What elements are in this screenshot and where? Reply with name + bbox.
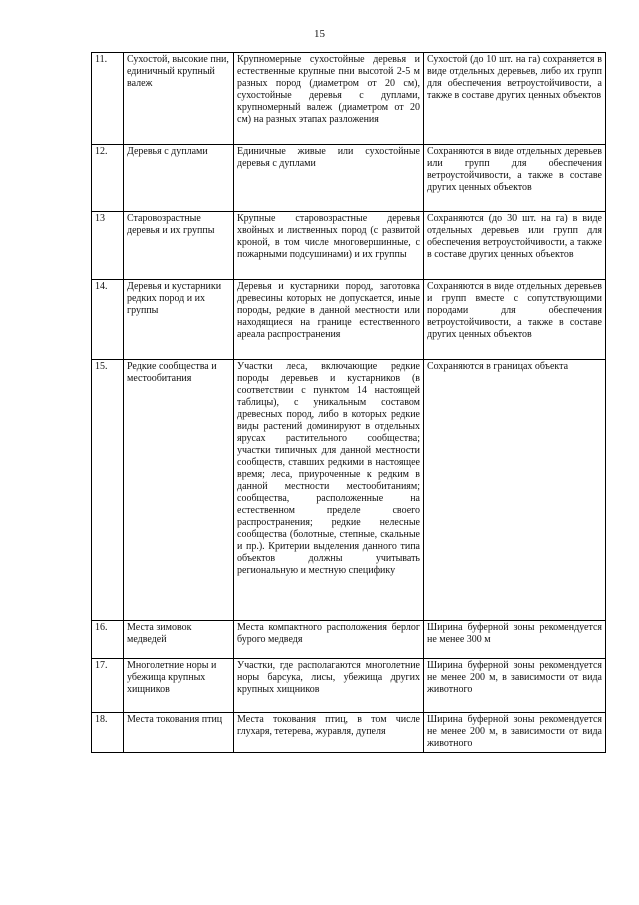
object-name: Места зимовок медведей	[124, 621, 234, 659]
object-name: Сухостой, высокие пни, единичный крупный валеж	[124, 53, 234, 145]
preservation-measures: Сохраняются в виде отдельных деревьев или групп для обеспечения ветроустойчивости, а также в составе других ценных объектов	[424, 145, 606, 212]
object-name: Деревья с дуплами	[124, 145, 234, 212]
preservation-measures: Сохраняются (до 30 шт. на га) в виде отдельных деревьев или групп для обеспечения ветроустойчивости, а также в составе других ценных объектов	[424, 212, 606, 280]
object-name: Места токования птиц	[124, 713, 234, 753]
object-name: Старовозрастные деревья и их группы	[124, 212, 234, 280]
object-name: Деревья и кустарники редких пород и их группы	[124, 280, 234, 360]
object-description: Деревья и кустарники пород, заготовка древесины которых не допускается, иные породы, редкие в данной местности или находящиеся на границе естественного ареала распространения	[234, 280, 424, 360]
table-row	[92, 145, 606, 212]
valuable-objects-table	[91, 52, 606, 753]
row-number: 17.	[92, 659, 124, 713]
object-description: Места токования птиц, в том числе глухаря, тетерева, журавля, дупеля	[234, 713, 424, 753]
row-number: 16.	[92, 621, 124, 659]
row-number: 11.	[92, 53, 124, 145]
preservation-measures: Ширина буферной зоны рекомендуется не менее 300 м	[424, 621, 606, 659]
table-row	[92, 212, 606, 280]
preservation-measures: Сохраняются в границах объекта	[424, 360, 606, 621]
object-description: Участки леса, включающие редкие породы деревьев и кустарников (в соответствии с пунктом 14 настоящей таблицы), с уникальным составом древесных пород, либо в которых редкие виды растений доминируют в отдельных ярусах растительного сообщества; участки типичных для данной местности сообществ, ставших редкими в настоящее время; леса, приуроченные к редким в данной местности местообитаниям; сообщества, расположенные на естественном пределе своего распространения; редкие нелесные сообщества (болотные, степные, скальные и пр.). Критерии выделения данного типа объектов должны учитывать региональную и местную специфику	[234, 360, 424, 621]
row-number: 14.	[92, 280, 124, 360]
object-description: Единичные живые или сухостойные деревья с дуплами	[234, 145, 424, 212]
row-number: 18.	[92, 713, 124, 753]
preservation-measures: Ширина буферной зоны рекомендуется не менее 200 м, в зависимости от вида животного	[424, 659, 606, 713]
table-row	[92, 659, 606, 713]
preservation-measures: Ширина буферной зоны рекомендуется не менее 200 м, в зависимости от вида животного	[424, 713, 606, 753]
table-row	[92, 280, 606, 360]
table-row	[92, 53, 606, 145]
preservation-measures: Сохраняются в виде отдельных деревьев и групп вместе с сопутствующими породами для обеспечения ветроустойчивости, а также в составе других ценных объектов	[424, 280, 606, 360]
table-row	[92, 621, 606, 659]
object-name: Многолетние норы и убежища крупных хищников	[124, 659, 234, 713]
table-row	[92, 713, 606, 753]
row-number: 15.	[92, 360, 124, 621]
row-number: 12.	[92, 145, 124, 212]
table-row	[92, 360, 606, 621]
object-description: Крупномерные сухостойные деревья и естественные крупные пни высотой 2-5 м разных пород (диаметром от 20 см), сухостойные деревья с дуплами, крупномерный валеж (диаметром от 20 см) на разных этапах разложения	[234, 53, 424, 145]
object-description: Места компактного расположения берлог бурого медведя	[234, 621, 424, 659]
object-name: Редкие сообщества и местообитания	[124, 360, 234, 621]
page-number: 15	[314, 28, 325, 40]
object-description: Участки, где располагаются многолетние норы барсука, лисы, убежища других крупных хищников	[234, 659, 424, 713]
object-description: Крупные старовозрастные деревья хвойных и лиственных пород (с развитой кроной, в том числе многовершинные, с пожарными подсушинами) и их группы	[234, 212, 424, 280]
preservation-measures: Сухостой (до 10 шт. на га) сохраняется в виде отдельных деревьев, либо их групп для обеспечения ветроустойчивости, а также в составе других ценных объектов	[424, 53, 606, 145]
row-number: 13	[92, 212, 124, 280]
